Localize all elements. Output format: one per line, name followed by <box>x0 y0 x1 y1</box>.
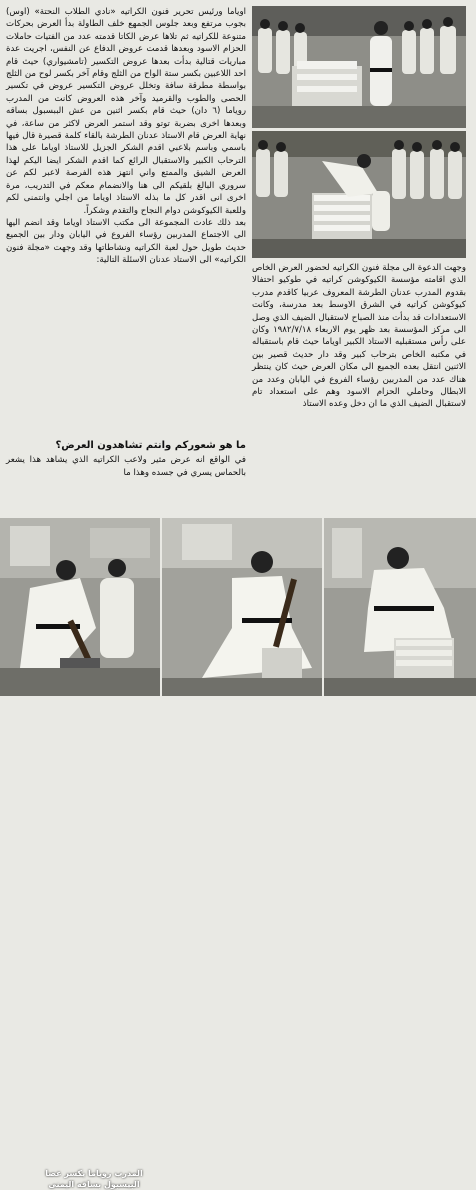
interview-answer: في الواقع انه عرض مثير ولاعب الكراتيه الذي يشاهد هذا يشعر بالحماس يسري في جسده وهذا ما <box>6 455 246 478</box>
photo-bat-break-1 <box>0 518 160 1189</box>
photo-caption: المدرب روياما يكسر عصا البيسبول بساقه اليمنى <box>45 1169 143 1189</box>
interview-qa <box>6 440 246 479</box>
article-right-column <box>252 262 466 512</box>
interview-question: ما هو شعوركم وانتم تشاهدون العرض؟ <box>55 440 246 451</box>
article-paragraph-2: بعد ذلك عادت المجموعة الى مكتب الاستاذ اوياما وقد انضم اليها الى الاجتماع المدربين رؤساء الفروع في اليابان ودار بين الجميع حديث طويل حول لعبة الكراتيه ونشاطاتها وقد وجهت «مجلة فنون الكراتيه» الى الاستاذ عدنان الاسئلة التالية: <box>6 217 246 266</box>
photo-bat-break-2 <box>162 518 322 696</box>
article-paragraph-1: اوياما ورئيس تحرير فنون الكراتيه «نادي الطلاب النحتة» (اوس) بجوب مرتفع وبعد جلوس الجمهع خلف الطاولة بدأ العرض بحركات متنوعة للكراتيه ثم تلاها عرض الكاتا قدمته عدد من الفتيات حاملات الحزام الاسود وبعدها قدمت عروض الدفاع عن النفس، اجريت عدة مباريات قتالية بدأت بعدها عروض التكسير (تامشيواري) حيث قام احد اللاعبين بكسر ستة الواح من الثلج وقام آخر بكسر لوح من الثلج بواسطة مطرقة سافة وتخلل عروض التكسير عروض في تكسير الحصى والطوب والقرميد وآخر هذه العروض كانت من المدرب روياما (٦ دان) حيث قام بكسر اثنين من عش الببسبول بساقه وبعدها اخرى بضربة توتو وقد استمر العرض لاكثر من ساعة، في نهاية العرض قام الاستاذ عدنان الطرشة بالقاء كلمة قصيرة قال فيها باسمي وباسم بلاعبي اقدم الشكر الجزيل للاستاذ اوياما على هذا الترحاب الكبير والاستقبال الرائع كما اقدم الشكر ايضا اليكم لهذا العرض الشيق والممتع واني انتهز هذه الفرصة لاعبر لكم عن سروري البالغ بلقيكم الى هنا والانضمام معكم في التدريب، مرة اخرى انى اقدر كل ما بذله الاستاذ اوياما من اجلي وانتمنى لكم وللعبة الكيوكوشن دوام النجاح والتقدم وشكراً. <box>6 7 246 216</box>
article-left-column <box>6 6 246 433</box>
photo-karate-ice-breaking <box>252 6 466 128</box>
photo-bat-break-3 <box>324 518 476 696</box>
article-intro-paragraph: وجهت الدعوة الى مجلة فنون الكراتيه لحضور العرض الخاص الذي اقامته مؤسسة الكيوكوشن كراتيه في طوكيو احتفالا بقدوم المدرب عدنان الطرشة المعروف عربيا كاقدم مدرب كيوكوشن كراتيه في الشرق الاوسط بعد مدرسة، وكانت الاستعدادات قد بدأت منذ الصباح لاستقبال الضيف الذي وصل الى مركز المؤسسة بعد ظهر يوم الاربعاء ١٩٨٢/٧/١٨ وكان على رأس مستقبليه الاستاذ الكبير اوياما حيث قام باستقباله في مكتبه الخاص بترحاب كبير وقد دار حديث قصير بين الاثنين انتقل بعده الجميع الى مكان العرض حيث كان ينتظر هناك عدد من المدربين رؤساء الفروع في اليابان وعدد من الابطال وحاملي الحزام الاسود وهم على استعداد تام لاستقبال الضيف الذي ما ان دخل وعده الاستاذ <box>252 263 466 410</box>
photo-karate-tile-breaking <box>252 131 466 258</box>
